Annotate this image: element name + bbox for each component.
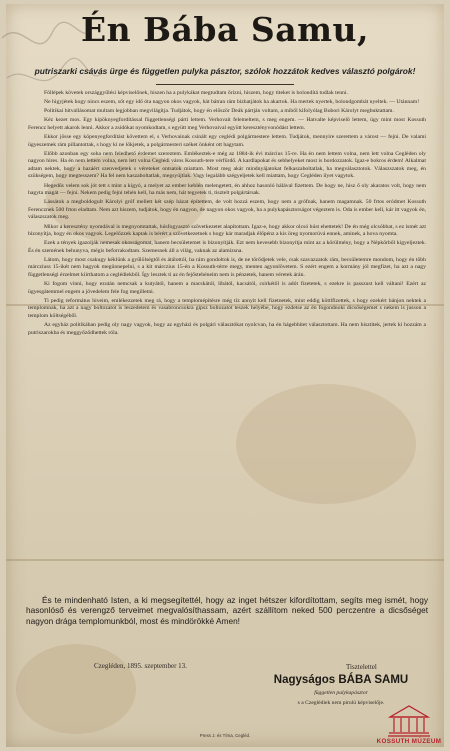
title-divider xyxy=(156,84,294,85)
greeting: Tisztelettel xyxy=(346,663,377,671)
body-paragraph: Ne higyjétek hogy nincs eszem, sőt egy idő óta nagyon okos vagyok, hát bátran rám bizhatjátok ha akartok. Ha mertek nyertek, bolondgombát nyeltek. — Utánnam! xyxy=(44,99,420,106)
paper-stain xyxy=(16,644,136,734)
printer-imprint: Press J. és Tíma, Cegléd. xyxy=(199,733,251,738)
body-paragraph: Az egyház politikában pedig oly nagy vagyok, hogy az egyházi és polgári választókat nyolcvan, ha én hágebhitet választottam. Ha nem hisztitek, jertek ki hozzám a putriszarokba és meggyőződhettek róla. xyxy=(28,322,426,336)
body-paragraph: Előbb azonban egy soha nem feledhető érdemet szereztem. Emlékeztek-e még az 1884-ik évi március 15-re. Ha én nem lettem volna, nem lett volna Cegléden oly nagyon hires. Ha én nem lettem volna, nem lett volna Ceglédi város Kossuth-tere vérfürdő. A kardlapokat és sebhelyeket most is hordozzatok. Igaz-e bokros érdem! Alkalmat adtam nektek, hogy a hazáért szenvedjetek s véreteket ontsatok miattam. Most meg akár mindnyájatokat felkaszaboltatlak, ha megválasztotok. Válaszszatok meg, én szükségem, hogy megtesszem? Ha fel nem kaszaboltatlak, megsyújtlak. Vagy legalább szégyeljetek kell miattam, hogy Cegléden ilyet vagytok. xyxy=(28,150,426,180)
body-paragraph: Ezek a tények igazolják nemesak okosságomat, hanem becsületemet is bizonyítják. Ezt nem kevesebb bizonyítja mint az a körülmény, hogy a Népkörből kigyeljeztek. És én szemének behunyva, mégis beforrakodtam. Szemesnek áll a világ, vaknak az alamizsna. xyxy=(28,240,426,254)
body-paragraph: Politikai hitvallásomat multam legjobban megvilágítja. Tudjátok, hogy én először Deák pártján voltam, a miből kifolyólag Bubori Károlyt megbuktattam. xyxy=(44,108,394,115)
museum-label: KOSSUTH MÚZEUM xyxy=(376,738,442,745)
body-paragraph: Látom, hogy most csakugy kéklünk a gyűlölségtől és átálottól, ha rám gondoltok is, de ne törődjetek vele, csak szavazzatok rám, becsületemre mondom, hogy én több márcziuss 15-ikét nem hagyok megünnepelni, s a kit márczius 15-én a Kossuth-térre megy, menten agyonlövetem. S ezért engem a kormány jól megfizet, ha azt a nagy függetlenségi érzelmet kiirthatom a ceglédiekből. Így lesztek ti az én fejőstehéneim nem is pénzetek, hanem véretek árán. xyxy=(28,256,426,278)
poster-date: Czegléden, 1895. szeptember 13. xyxy=(94,662,187,670)
handwriting-bleed xyxy=(0,8,112,118)
poster-body xyxy=(28,90,426,590)
signer-role: független pulykapásztor xyxy=(314,690,368,696)
body-paragraph: Lássátok a megboldogult Károlyi gróf mellett két szép házat építettem, de volt hozzá eszem, hogy nem a grófnak, hanem magamnak. 50 frtos eródmet Kossuth Ferencznek 500 frton eladtam. Nem azt hiszem, tudjátok, hogy én nagyon, de nagyon okos vagyok, ha a pulykapásztorságot végeztem is. Oda is ember kell, kár itt vagyok én, válaszszatok meg. xyxy=(28,199,426,221)
body-paragraph: Föllépek követek országgyűlési képviselőnek, hiszen ha a pulykákat megtudtam őrizni, hiszem, hogy titeket is bolondítá tudlak tenni. xyxy=(44,90,348,96)
museum-watermark xyxy=(376,703,442,745)
museum-building-icon xyxy=(386,703,432,737)
body-paragraph: Kéz kezet mos. Egy kipöknyegfordítással függetlenségi párti lettem. Verhovait felemeltem, s meg engem. — Hatvalte képviselő lettem, úgy mint most Kossuth Ferencz helyett akarok lenni. Akkor a zsidókat nyomkodtam, s együtt meg Verhovaival együtt keresztényvonódást lettem. xyxy=(28,117,426,131)
closing-prayer: És te mindenható Isten, a ki megsegítettél, hogy az inget hétszer kifordítottam, segíts meg ismét, hogy hasonlóső és verengző terveimet megvalósíthassam, azért szállítom neked 500 perczentre a dicsőséget nagyon drága templomunkból, most és mindörökké Amen! xyxy=(26,595,428,626)
body-paragraph: Ekkor jösse egy köpenyegfordítást követtem el, s Verhovainak csinált egy ceglédi polgármestere lettem. Tudjátok, mennyire szerettem a várost — fejni. De valami ügyeszemek rám pillantottak, s hogy ki ne lökjetek, a polgármesteri széket önként ott hagytam. xyxy=(28,134,426,148)
signer-name: Nagyságos BÁBA SAMU xyxy=(273,674,409,686)
body-paragraph: Ki fogom vinni, hogy ezután nemcsak a kutyától, hanem a macskától, libától, kacsától, csirkétől is adót fizetetek, s ezekre is passzust kell váltani! Ezért az ügyesgátemmel engem a jövedelem fele fog megilletni. xyxy=(28,281,426,295)
poster-sheet xyxy=(6,4,444,747)
poster-title: Én Bába Samu, xyxy=(81,10,369,49)
signer-description: s a Czeglédiek nem pirulú képviselője. xyxy=(297,700,385,706)
poster-subtitle: putriszarki csávás ürge és független pulyka pásztor, szólok hozzátok kedves választó polgárok! xyxy=(34,66,416,76)
body-paragraph: Mikor a keresztény nyomdával is megnyomtattak, húsfogyasztó szövetkezetet alapítottam. Igaz-e, hogy akkor olcsó húst ehettetek! De én még olcsóbbat, s ez ismét azt bizonyítja, hogy én okos vagyok. Legelőzzek kaptak is bérért a szövetkezetnek s hogy kár maradjak élőpénz a kis öreg nyomorúvá ennek, aminek, a hova nyomta. xyxy=(28,223,426,238)
body-paragraph: Ti pedig református hiveim, emlékezzetek meg rá, hogy a templomépítésre még tíz annyit kell fizetnetek, mint eddig köttlfizettek, s hogy ezekért bánjon nektek a templomnak, ha azt a nagy boltozatot is leszedetem és vasabroncsokra gipsz boltozatot teszek helyébe, hogy ezdetse az én fogondnoki dicsőségemet s nekem is jusson a templom költségéből. xyxy=(28,297,426,319)
body-paragraph: Hegedűs velem sok jót tett s mint a kígyó, a melyet az ember keblén melengetett, én ahhoz hasonló hálával fizettem. De hogy ne, hisz ő oly akaratos volt, hogy nem hagyta magát — fejni. Nekem pedig fejni tehén kell, ha más nem, hát tegyetek ti, tisztelt polgártársak. xyxy=(28,182,426,197)
